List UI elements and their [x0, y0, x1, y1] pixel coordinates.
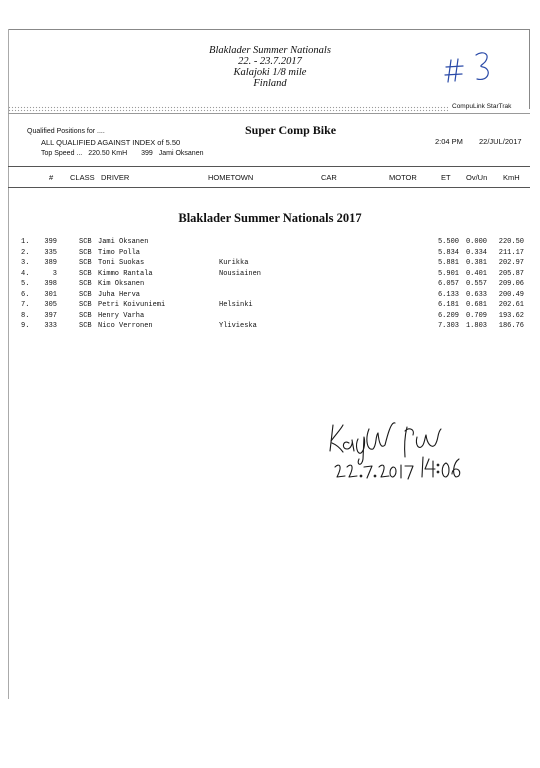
col-et: ET [441, 173, 451, 182]
result-ovun: 0.557 [465, 280, 487, 288]
result-number: 3 [52, 269, 57, 278]
top-speed [41, 150, 203, 157]
result-position: 1. [21, 238, 30, 246]
qualified-positions-label: Qualified Positions for .... [27, 128, 105, 135]
col-position: # [49, 173, 54, 182]
table-row [0, 248, 540, 258]
result-et: 6.209 [437, 311, 459, 320]
result-kmh: 200.49 [498, 290, 524, 299]
table-row [0, 237, 540, 247]
result-position: 5. [21, 280, 30, 288]
result-ovun: 0.401 [465, 269, 487, 278]
timing-system: CompuLink StarTrak [452, 103, 512, 110]
result-kmh: 220.50 [498, 238, 524, 246]
top-speed-label: Top Speed ... [41, 150, 83, 157]
result-position: 2. [21, 248, 30, 257]
table-row [0, 321, 540, 331]
result-class: SCB [79, 238, 92, 246]
qualified-index: ALL QUALIFIED AGAINST INDEX of 5.50 [41, 138, 181, 147]
result-kmh: 186.76 [498, 322, 524, 330]
result-ovun: 0.334 [465, 248, 487, 257]
result-number: 333 [44, 322, 57, 330]
col-hometown: HOMETOWN [208, 173, 254, 182]
handwritten-mark [443, 46, 503, 88]
result-class: SCB [79, 259, 92, 267]
report-time: 2:04 PM [435, 137, 463, 146]
table-row [0, 269, 540, 279]
result-ovun: 0.633 [465, 290, 487, 299]
col-car: CAR [321, 173, 337, 182]
result-position: 7. [21, 301, 30, 309]
header-divider [8, 113, 530, 114]
result-hometown: Ylivieska [219, 322, 257, 330]
result-et: 7.303 [437, 322, 459, 330]
result-position: 9. [21, 322, 30, 330]
result-et: 5.834 [437, 248, 459, 257]
result-et: 5.881 [437, 259, 459, 267]
result-number: 389 [44, 259, 57, 267]
table-header-top-rule [8, 166, 530, 167]
result-number: 305 [44, 301, 57, 309]
result-driver: Kimmo Rantala [98, 269, 153, 278]
result-number: 335 [44, 248, 57, 257]
result-driver: Jami Oksanen [98, 238, 149, 246]
result-ovun: 0.000 [465, 238, 487, 246]
page-frame-top [8, 29, 530, 30]
result-ovun: 0.709 [465, 311, 487, 320]
result-number: 301 [44, 290, 57, 299]
result-driver: Timo Polla [98, 248, 141, 257]
event-location: Kalajoki 1/8 mile [233, 67, 307, 78]
result-kmh: 211.17 [498, 248, 524, 257]
result-class: SCB [79, 322, 92, 330]
table-row [0, 279, 540, 289]
result-class: SCB [79, 269, 92, 278]
result-ovun: 0.681 [465, 301, 487, 309]
table-row [0, 258, 540, 268]
result-class: SCB [79, 280, 92, 288]
report-date: 22/JUL/2017 [479, 137, 522, 146]
result-kmh: 202.97 [498, 259, 524, 267]
event-country: Finland [253, 78, 287, 89]
top-speed-number: 399 [141, 150, 153, 157]
handwritten-signature [325, 415, 475, 490]
result-kmh: 205.87 [498, 269, 524, 278]
result-driver: Toni Suokas [98, 259, 145, 267]
result-driver: Nico Verronen [98, 322, 153, 330]
result-position: 6. [21, 290, 30, 299]
result-number: 398 [44, 280, 57, 288]
result-et: 5.901 [437, 269, 459, 278]
result-kmh: 193.62 [498, 311, 524, 320]
table-header-bottom-rule [8, 187, 530, 188]
col-ovun: Ov/Un [466, 173, 488, 182]
top-speed-driver: Jami Oksanen [158, 150, 204, 157]
result-ovun: 1.803 [465, 322, 487, 330]
result-et: 6.057 [437, 280, 459, 288]
result-hometown: Kurikka [219, 259, 249, 267]
result-et: 6.181 [437, 301, 459, 309]
col-class: CLASS [70, 173, 95, 182]
result-ovun: 0.381 [465, 259, 487, 267]
col-kmh: KmH [503, 173, 520, 182]
col-driver: DRIVER [101, 173, 130, 182]
result-driver: Juha Herva [98, 290, 141, 299]
table-row [0, 290, 540, 300]
result-class: SCB [79, 311, 92, 320]
result-position: 8. [21, 311, 30, 320]
top-speed-value: 220.50 KmH [88, 150, 128, 157]
result-driver: Henry Varha [98, 311, 145, 320]
class-title: Super Comp Bike [245, 123, 337, 137]
result-position: 4. [21, 269, 30, 278]
result-kmh: 209.06 [498, 280, 524, 288]
result-class: SCB [79, 301, 92, 309]
dotted-separator [8, 106, 448, 112]
result-number: 399 [44, 238, 57, 246]
event-name: Blaklader Summer Nationals [209, 45, 331, 56]
result-hometown: Nousiainen [219, 269, 262, 278]
event-dates: 22. - 23.7.2017 [238, 56, 302, 67]
result-driver: Kim Oksanen [98, 280, 145, 288]
result-class: SCB [79, 248, 92, 257]
result-kmh: 202.61 [498, 301, 524, 309]
table-row [0, 311, 540, 321]
result-position: 3. [21, 259, 30, 267]
results-title: Blaklader Summer Nationals 2017 [178, 211, 362, 225]
result-et: 5.500 [437, 238, 459, 246]
table-row [0, 300, 540, 310]
result-driver: Petri Koivuniemi [98, 301, 166, 309]
result-et: 6.133 [437, 290, 459, 299]
result-hometown: Helsinki [219, 301, 253, 309]
result-class: SCB [79, 290, 92, 299]
page-frame-left [8, 29, 9, 699]
col-motor: MOTOR [389, 173, 417, 182]
result-number: 397 [44, 311, 57, 320]
